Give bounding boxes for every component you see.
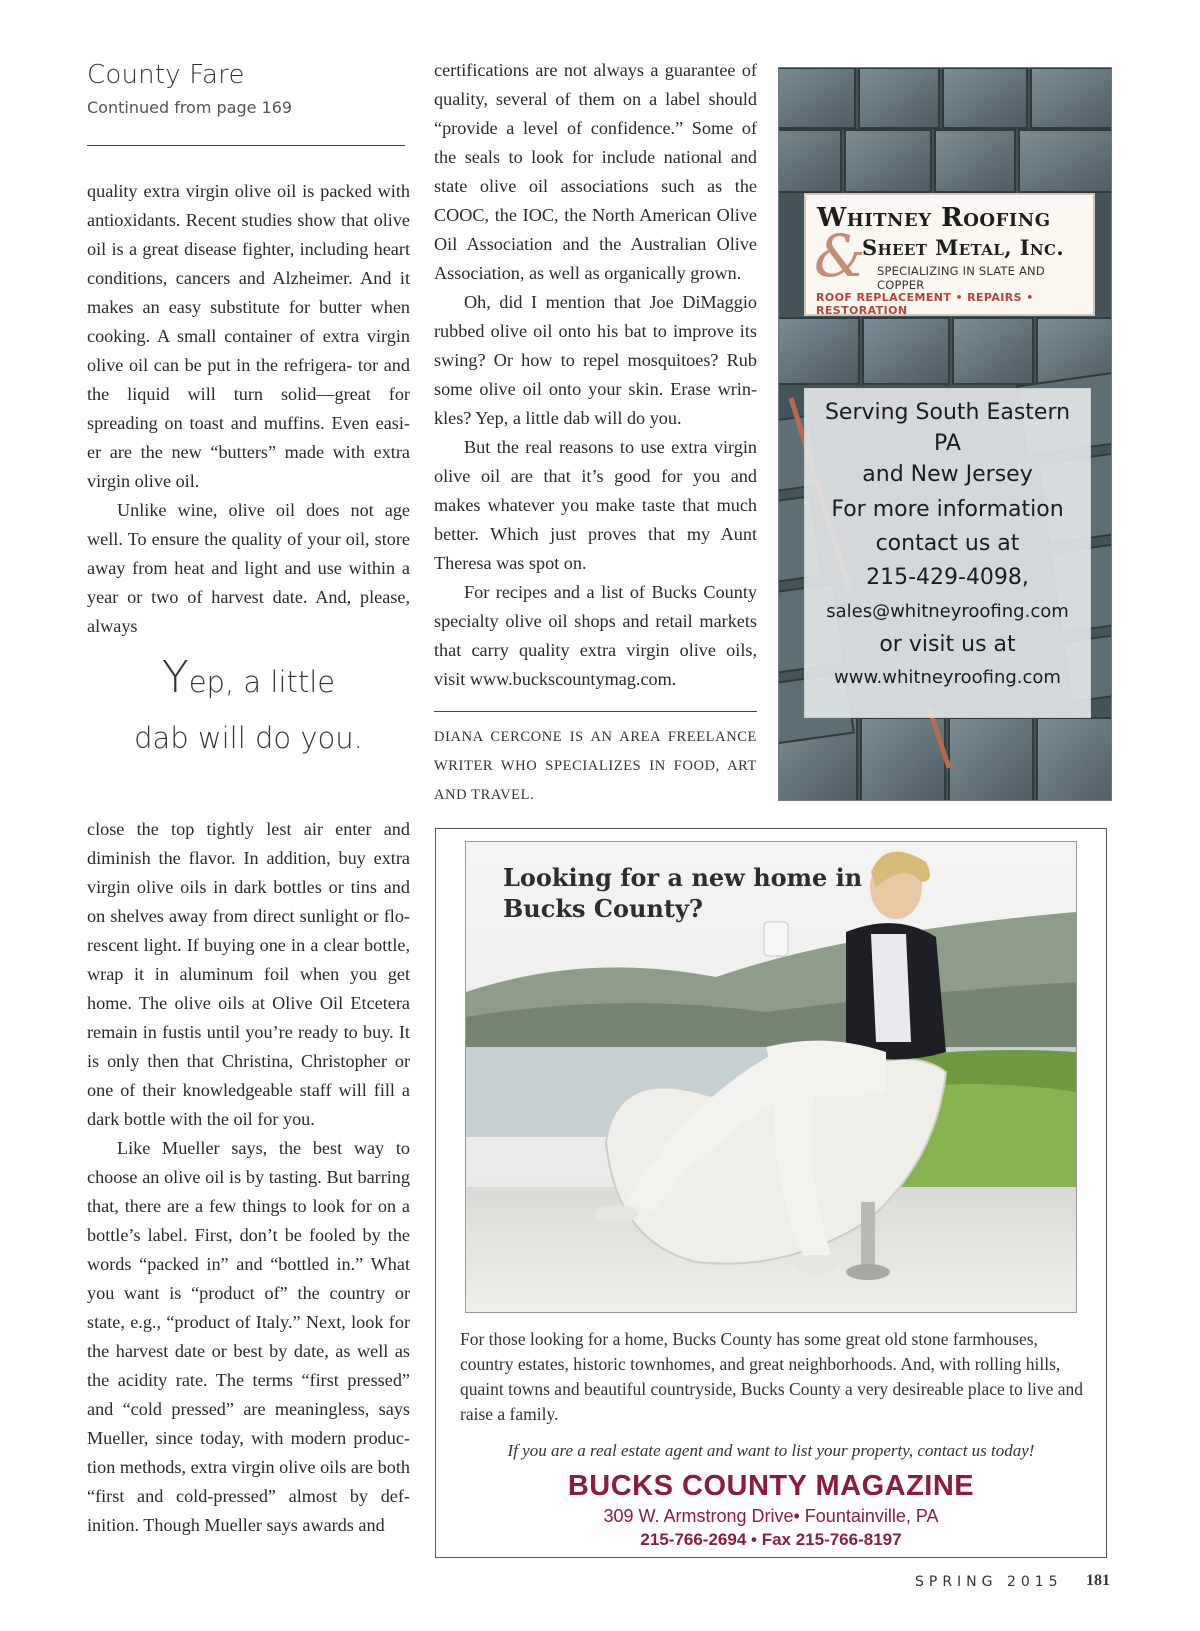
company-services: ROOF REPLACEMENT • REPAIRS • RESTORATION: [816, 291, 1034, 317]
info-line: or visit us at: [879, 632, 1016, 657]
paragraph: close the top tightly lest air enter and diminish the flavor. In addition, buy extra virgin olive oils in dark bottles or tins and on shelves away from direct sunlight or flo- rescent light. If buying one in a clear bottle, wrap it in aluminum foil when you get home. The olive oils at Olive Oil Etcetera remain in fustis until you’re ready to buy. It is only then that Christina, Christopher or one of their knowledgeable staff will fill a dark bottle with the oil for you.: [87, 819, 410, 1129]
paragraph: quality extra virgin olive oil is packed with antioxidants. Recent studies show that olive oil is a great disease fighter, including heart conditions, cancers and Alzheimer. And it makes an easy substitute for butter when cooking. A small container of extra virgin olive oil can be put in the refrigera- tor and the liquid will turn solid—great for spreading on toast and muffins. Even easi- er are the new “butters” made with extra virgin olive oil.: [87, 181, 410, 491]
info-line: contact us at: [875, 531, 1020, 556]
info-line: PA: [934, 431, 961, 456]
column-1-bottom: [87, 815, 410, 1540]
bio-rule: [434, 711, 757, 712]
ad-headline: [503, 862, 862, 924]
info-line: For more information: [831, 497, 1064, 522]
pull-quote-line-2: dab will do you.: [134, 721, 363, 755]
phone-number: 215-429-4098,: [866, 565, 1029, 590]
roofing-contact-box: [804, 388, 1091, 718]
author-bio: DIANA CERCONE IS AN AREA FREELANCE WRITER WHO SPECIALIZES IN FOOD, ART AND TRAVEL.: [434, 729, 757, 803]
woman-in-chair-photo: [465, 841, 1077, 1313]
whitney-roofing-ad[interactable]: [778, 67, 1112, 801]
pull-quote-initial: Y: [161, 652, 189, 703]
paragraph: Oh, did I mention that Joe DiMaggio rubbed olive oil onto his bat to improve its swing? Or how to repel mosquitoes? Rub some olive oil onto your skin. Erase wrin- kles? Yep, a little dab will do you.: [434, 292, 757, 428]
info-line: Serving South Eastern: [824, 400, 1071, 425]
pull-quote: [87, 650, 410, 766]
email-link[interactable]: sales@whitneyroofing.com: [826, 601, 1069, 622]
paragraph: Unlike wine, olive oil does not age well. To ensure the quality of your oil, store away from heat and light and use within a year or two of harvest date. And, please, always: [87, 500, 410, 636]
paragraph: certifications are not always a guarantee of quality, several of them on a label should “provide a level of confidence.” Some of the seals to look for include national and state olive oil associations such as the COOC, the IOC, the North American Olive Oil Association and the Australian Olive Association, as well as organically grown.: [434, 60, 757, 283]
roofing-logo-sign: [804, 193, 1095, 316]
website-link[interactable]: www.whitneyroofing.com: [834, 667, 1061, 688]
ad-body-text: For those looking for a home, Bucks County has some great old stone farmhouses, country estates, historic townhomes, and great neighborhoods. And, with rolling hills, quaint towns and beautiful countryside, Bucks County a very desireable place to live and raise a family.: [460, 1329, 1084, 1424]
bucks-county-ad[interactable]: [435, 828, 1107, 1558]
magazine-address: 309 W. Armstrong Drive• Fountainville, PA: [603, 1506, 939, 1526]
magazine-name: BUCKS COUNTY MAGAZINE: [567, 1470, 975, 1502]
company-name-line-1: Whitney Roofing: [817, 203, 1051, 233]
continued-from-note: Continued from page 169: [87, 98, 293, 117]
headline-line-2: Bucks County?: [503, 894, 703, 923]
magazine-phone: 215-766-2694 • Fax 215-766-8197: [640, 1530, 902, 1549]
paragraph: Like Mueller says, the best way to choose an olive oil is by tasting. But barring that, there are a few things to look for on a bottle’s label. First, don’t be fooled by the words “packed in” and “bottled in.” What you want is “product of” the country or state, e.g., “product of Italy.” Next, look for the harvest date or best by date, as well as the acidity rate. The terms “first pressed” and “cold pressed” are meaningless, says Mueller, since today, with modern produc- tion methods, extra virgin olive oils are both “first and cold-pressed” almost by def- inition. Though Mueller says awards and: [87, 1138, 410, 1535]
issue-label: SPRING 2015: [915, 1574, 1063, 1590]
company-specialty: SPECIALIZING IN SLATE AND COPPER: [877, 264, 1045, 292]
header-rule: [87, 145, 405, 146]
headline-line-1: Looking for a new home in: [503, 863, 863, 892]
pull-quote-line-1: ep, a little: [188, 665, 336, 699]
company-name-line-2: Sheet Metal, Inc.: [862, 235, 1065, 260]
ampersand-mark: &: [814, 222, 866, 290]
page-number: 181: [1086, 1572, 1110, 1589]
info-line: and New Jersey: [862, 462, 1033, 487]
paragraph: For recipes and a list of Bucks County specialty olive oil shops and retail markets that carry quality extra virgin olive oils, visit www.buckscountymag.com.: [434, 582, 757, 689]
column-1-top: [87, 177, 410, 641]
ad-call-to-action: If you are a real estate agent and want to list your property, contact us today!: [507, 1441, 1035, 1460]
paragraph: But the real reasons to use extra virgin olive oil are that it’s good for you and makes whatever you make taste that much better. Which just proves that my Aunt Theresa was spot on.: [434, 437, 757, 573]
column-2: [434, 56, 757, 694]
section-title: County Fare: [87, 60, 245, 90]
